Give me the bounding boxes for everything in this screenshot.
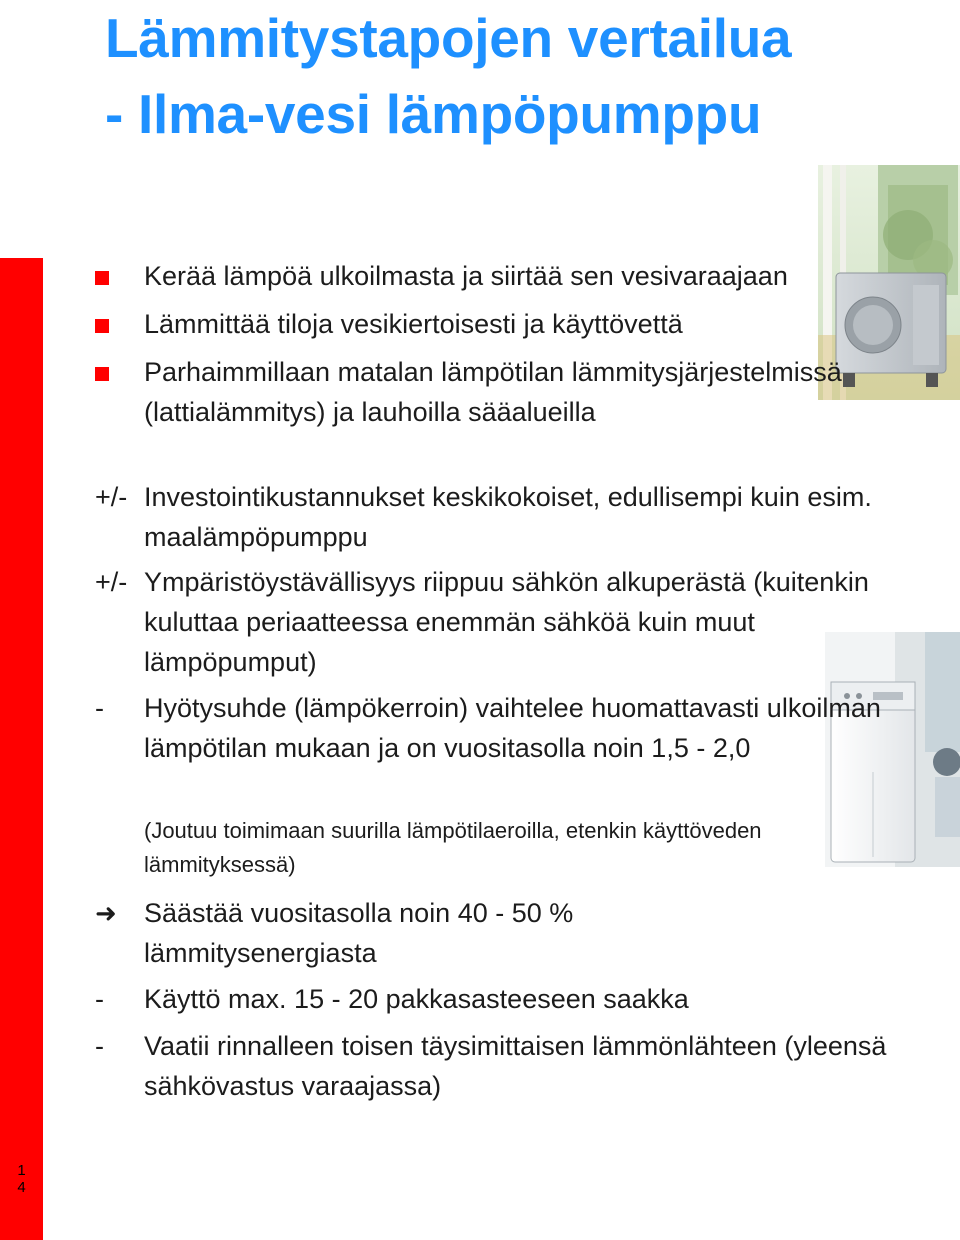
list-item: +/- Investointikustannukset keskikokoiset, edullisempi kuin esim. maalämpöpumppu [95,477,895,557]
list-item: - Hyötysuhde (lämpökerroin) vaihtelee huomattavasti ulkoilman lämpötilan mukaan ja on vuositasolla noin 1,5 - 2,0 [95,688,907,768]
title-line-2: - Ilma-vesi lämpöpumppu [105,83,762,145]
list-marker: +/- [95,567,128,597]
list-item: - Käyttö max. 15 - 20 pakkasasteeseen saakka [95,979,935,1019]
list-marker: - [95,1031,104,1061]
title-line-1: Lämmitystapojen vertailua [105,7,792,69]
side-accent-bar [0,258,43,1240]
right-arrow-icon: ➜ [95,898,117,928]
page-number-digit-2: 4 [17,1179,26,1196]
page-number-digit-1: 1 [17,1162,26,1179]
list-marker: - [95,693,104,723]
list-item: Lämmittää tiloja vesikiertoisesti ja käyttövettä [95,304,935,344]
list-item: ➜ Säästää vuositasolla noin 40 - 50 % lämmitysenergiasta [95,893,695,973]
list-item: Kerää lämpöä ulkoilmasta ja siirtää sen vesivaraajaan [95,256,935,296]
red-square-bullet-icon [95,319,109,333]
list-item: Parhaimmillaan matalan lämpötilan lämmitysjärjestelmissä (lattialämmitys) ja lauhoilla sääalueilla [95,352,865,432]
page-title [105,0,791,152]
page-number [0,1162,43,1196]
list-item-note: (Joutuu toimimaan suurilla lämpötilaeroilla, etenkin käyttöveden lämmityksessä) [144,818,762,877]
red-square-bullet-icon [95,367,109,381]
list-item: +/- Ympäristöystävällisyys riippuu sähkön alkuperästä (kuitenkin kuluttaa periaatteessa enemmän sähköä kuin muut lämpöpumput) [95,562,895,682]
red-square-bullet-icon [95,271,109,285]
list-marker: +/- [95,482,128,512]
list-marker: - [95,984,104,1014]
list-item: - Vaatii rinnalleen toisen täysimittaisen lämmönlähteen (yleensä sähkövastus varaajassa) [95,1026,945,1106]
